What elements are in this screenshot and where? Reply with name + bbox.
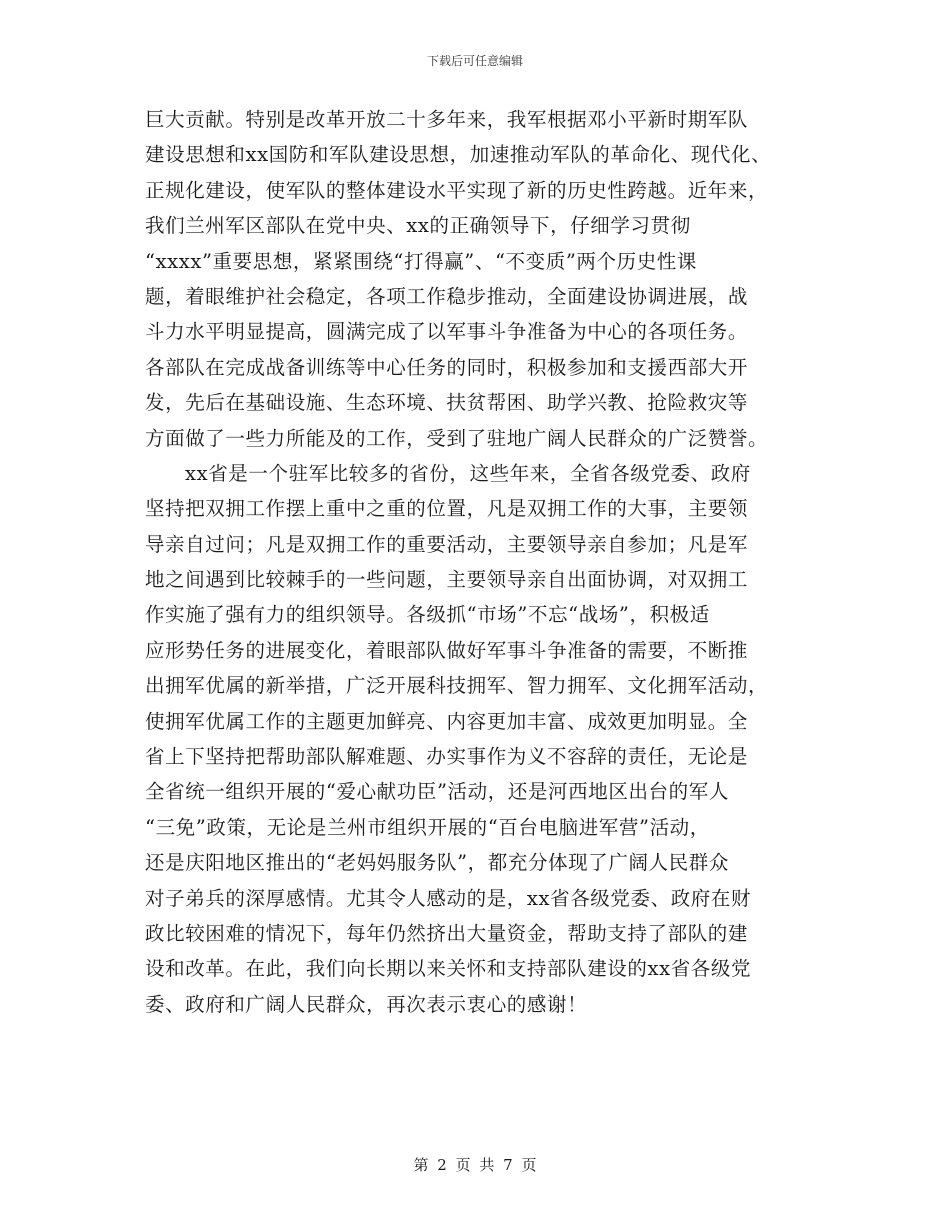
paragraph-start-line: xx省是一个驻军比较多的省份，这些年来，全省各级党委、政府	[185, 461, 751, 485]
text-line: 巨大贡献。特别是改革开放二十多年来，我军根据邓小平新时期军队	[145, 108, 749, 131]
text-line: “三免”政策，无论是兰州市组织开展的“百台电脑进军营”活动，	[145, 815, 710, 839]
text-line: 应形势任务的进展变化，着眼部队做好军事斗争准备的需要，不断推	[145, 638, 749, 662]
text-line: 全省统一组织开展的“爱心献功臣”活动，还是河西地区出台的军人	[145, 780, 729, 804]
text-line: 题，着眼维护社会稳定，各项工作稳步推动，全面建设协调进展，战	[145, 284, 749, 308]
page-footer: 第 2 页 共 7 页	[413, 1156, 537, 1174]
text-line: 正规化建设，使军队的整体建设水平实现了新的历史性跨越。近年来，	[145, 178, 769, 202]
text-line: 使拥军优属工作的主题更加鲜亮、内容更加丰富、成效更加明显。全	[145, 709, 749, 733]
text-line: 省上下坚持把帮助部队解难题、办实事作为义不容辞的责任，无论是	[145, 745, 749, 769]
page-header: 下载后可任意编辑	[426, 54, 523, 68]
body-text	[145, 102, 815, 1022]
text-line: 设和改革。在此，我们向长期以来关怀和支持部队建设的xx省各级党	[145, 957, 752, 981]
text-line: 斗力水平明显提高，圆满完成了以军事斗争准备为中心的各项任务。	[145, 320, 749, 344]
text-line: “xxxx”重要思想，紧紧围绕“打得赢”、“不变质”两个历史性课	[145, 249, 698, 273]
text-line: 发，先后在基础设施、生态环境、扶贫帮困、助学兴教、抢险救灾等	[145, 391, 749, 415]
text-line: 出拥军优属的新举措，广泛开展科技拥军、智力拥军、文化拥军活动，	[145, 674, 769, 698]
text-line: 对子弟兵的深厚感情。尤其令人感动的是，xx省各级党委、政府在财	[145, 886, 752, 910]
text-line: 坚持把双拥工作摆上重中之重的位置，凡是双拥工作的大事，主要领	[145, 497, 749, 521]
text-line: 方面做了一些力所能及的工作，受到了驻地广阔人民群众的广泛赞誉。	[145, 426, 769, 450]
text-line: 我们兰州军区部队在党中央、xx的正确领导下，仔细学习贯彻	[145, 214, 691, 238]
text-line: 委、政府和广阔人民群众，再次表示衷心的感谢！	[145, 992, 588, 1016]
text-line: 作实施了强有力的组织领导。各级抓“市场”不忘“战场”，积极适	[145, 603, 710, 627]
text-line: 导亲自过问；凡是双拥工作的重要活动，主要领导亲自参加；凡是军	[145, 532, 749, 556]
text-line: 地之间遇到比较棘手的一些问题，主要领导亲自出面协调，对双拥工	[145, 568, 749, 592]
text-line: 各部队在完成战备训练等中心任务的同时，积极参加和支援西部大开	[145, 355, 749, 379]
text-line: 建设思想和xx国防和军队建设思想，加速推动军队的革命化、现代化、	[145, 143, 772, 167]
text-line: 还是庆阳地区推出的“老妈妈服务队”，都充分体现了广阔人民群众	[145, 851, 729, 875]
text-line: 政比较困难的情况下，每年仍然挤出大量资金，帮助支持了部队的建	[145, 921, 749, 945]
